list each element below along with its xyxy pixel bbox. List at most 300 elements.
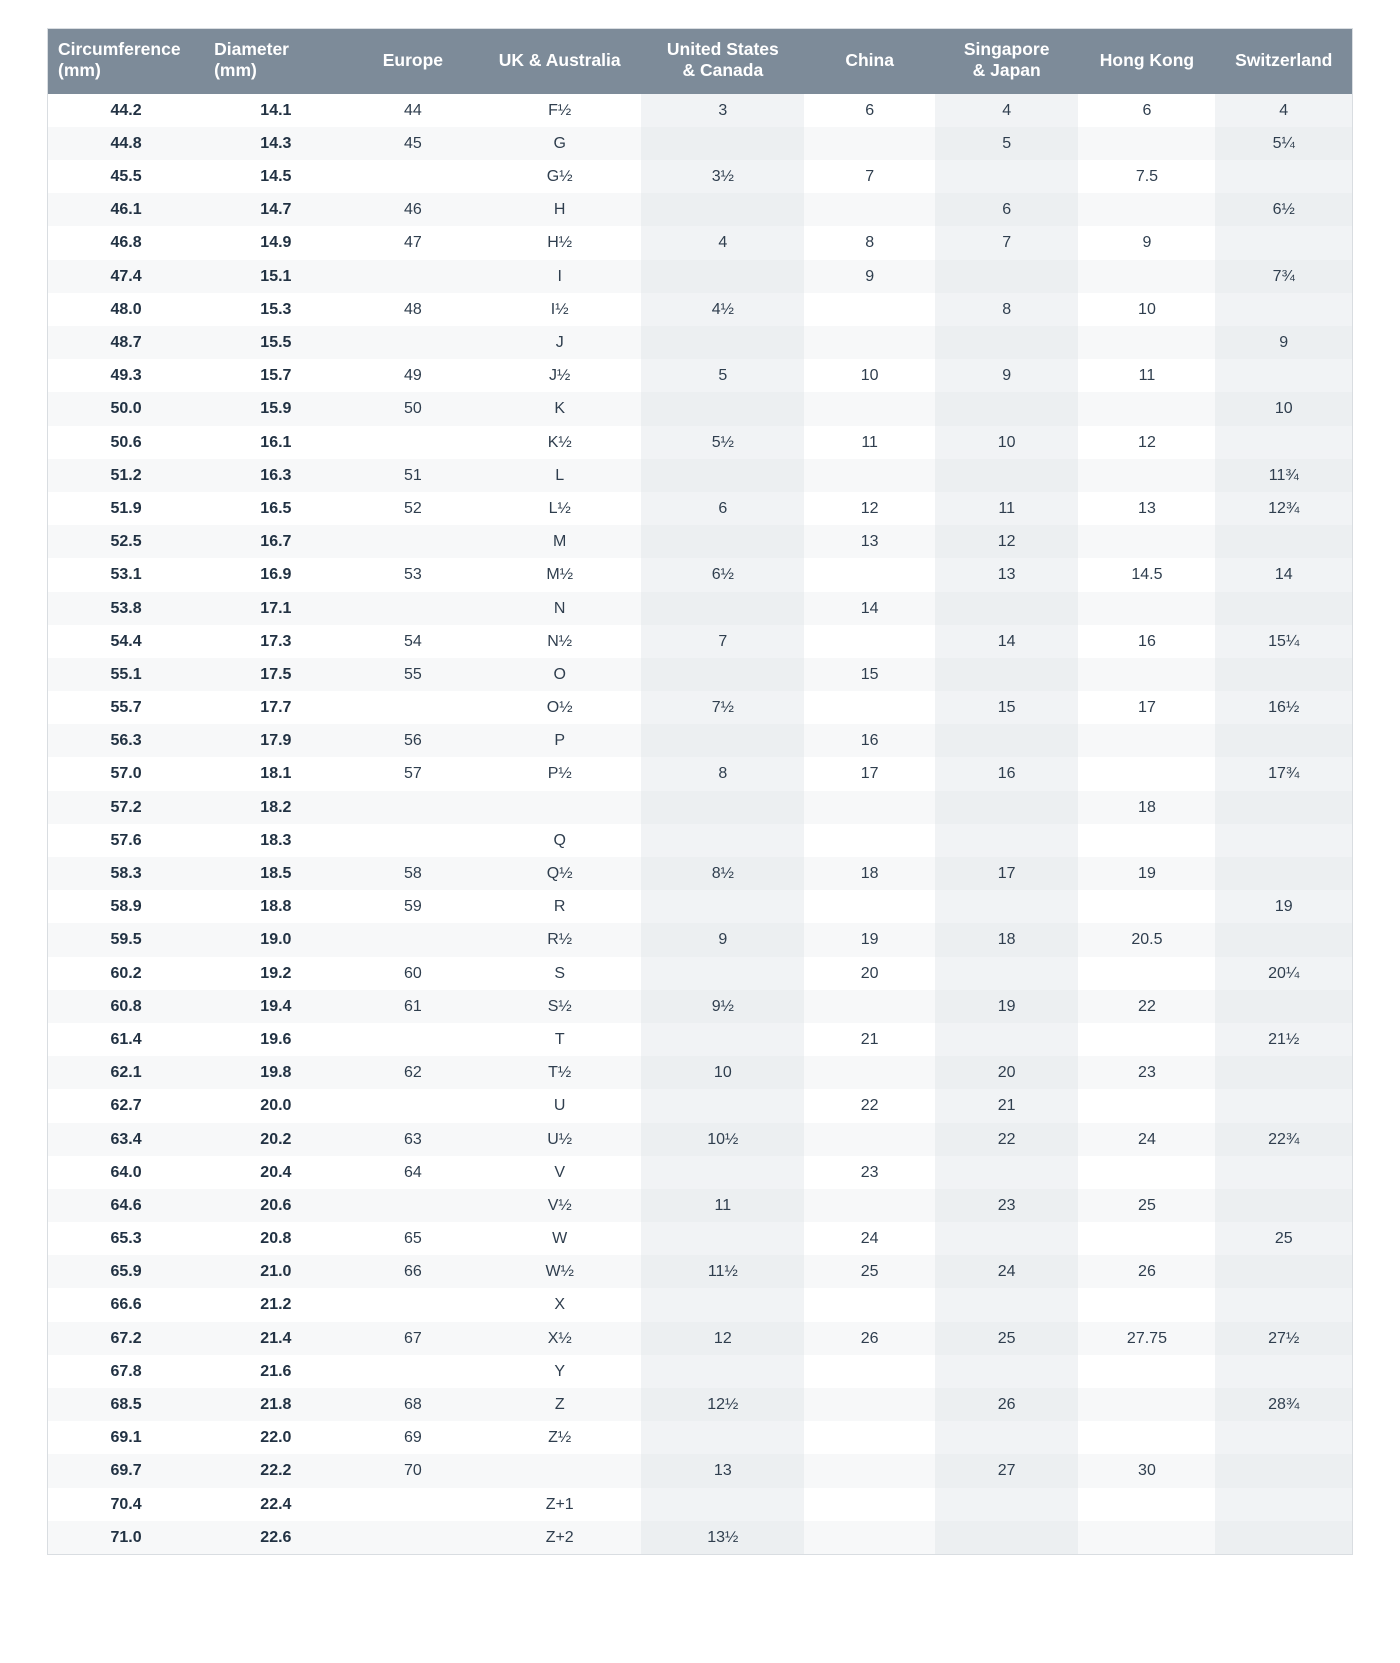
table-cell (804, 1056, 935, 1089)
table-cell: 21.8 (204, 1388, 348, 1421)
table-cell (641, 724, 804, 757)
table-cell: 5¼ (1215, 127, 1352, 160)
table-row (48, 226, 1353, 259)
table-cell (804, 392, 935, 425)
table-row (48, 757, 1353, 790)
table-cell: 27 (935, 1454, 1079, 1487)
header-line-2: (mm) (58, 60, 101, 81)
table-cell: Z½ (548, 1429, 572, 1447)
table-cell: 20.0 (260, 1097, 292, 1115)
table-cell (1078, 1488, 1215, 1521)
table-cell (641, 1023, 804, 1056)
table-cell (348, 1488, 479, 1521)
table-cell: 63.4 (48, 1123, 205, 1156)
table-cell: 13 (641, 1454, 804, 1487)
table-cell (1078, 1156, 1215, 1189)
table-cell: 67.2 (48, 1322, 205, 1355)
table-cell: 68 (348, 1388, 479, 1421)
table-cell (935, 592, 1079, 625)
table-cell (1078, 127, 1215, 160)
table-row (48, 392, 1353, 425)
table-cell: R (553, 898, 566, 916)
table-cell (348, 791, 479, 824)
table-cell: 13 (1138, 499, 1156, 517)
table-cell (1215, 1089, 1352, 1122)
table-cell: 17 (935, 857, 1079, 890)
table-cell: R½ (478, 923, 641, 956)
table-cell (804, 990, 935, 1023)
table-cell: 17.9 (204, 724, 348, 757)
table-cell (641, 127, 804, 160)
table-cell: 55.7 (110, 699, 142, 717)
table-cell (1078, 824, 1215, 857)
table-cell (1215, 824, 1352, 857)
table-row (48, 1322, 1353, 1355)
table-cell: 7.5 (1135, 168, 1159, 186)
table-cell: Q½ (478, 857, 641, 890)
table-cell: G½ (546, 168, 573, 186)
header-line-1: Diameter (214, 39, 289, 59)
table-cell: 6½ (641, 558, 804, 591)
table-cell: 17 (1138, 699, 1156, 717)
table-row (48, 260, 1353, 293)
table-cell: 22.6 (204, 1521, 348, 1555)
table-cell: 67.8 (110, 1362, 142, 1380)
table-cell (1078, 1288, 1215, 1321)
table-cell: 44 (403, 101, 422, 119)
table-cell: L½ (548, 499, 571, 517)
table-cell: 12 (860, 499, 879, 517)
table-cell: 15.9 (204, 392, 348, 425)
table-cell (641, 1355, 804, 1388)
table-cell (348, 592, 479, 625)
table-row (48, 658, 1353, 691)
table-cell: 20.4 (260, 1163, 292, 1181)
table-row (48, 592, 1353, 625)
table-row (48, 1255, 1353, 1288)
table-row (48, 923, 1353, 956)
table-cell (804, 691, 935, 724)
table-cell: 57 (403, 765, 422, 783)
table-cell (641, 1488, 804, 1521)
table-cell: 47 (403, 234, 422, 252)
table-cell: 25 (804, 1255, 935, 1288)
table-cell (641, 1222, 804, 1255)
table-row (48, 359, 1353, 392)
table-cell (804, 625, 935, 658)
table-cell: 14.5 (260, 168, 292, 186)
table-cell (1215, 658, 1352, 691)
table-cell (348, 824, 479, 857)
table-cell: 18 (1078, 791, 1215, 824)
table-cell: T½ (478, 1056, 641, 1089)
table-cell: 68.5 (48, 1388, 205, 1421)
table-cell (1215, 923, 1352, 956)
table-cell: 48.7 (48, 326, 205, 359)
table-cell: 11 (1138, 367, 1156, 385)
table-cell: 7½ (641, 691, 804, 724)
table-cell: S (554, 964, 566, 982)
table-cell: Z+1 (545, 1495, 574, 1513)
header-line-1: Singapore (963, 39, 1050, 59)
table-cell: 70 (348, 1454, 479, 1487)
table-cell: 52 (403, 499, 422, 517)
table-cell (804, 1388, 935, 1421)
table-cell: H (478, 193, 641, 226)
table-row (48, 326, 1353, 359)
table-cell: 11 (641, 1189, 804, 1222)
column-header-uk-australia (478, 29, 641, 94)
table-cell: 19 (1215, 890, 1352, 923)
table-cell (804, 193, 935, 226)
table-cell (804, 791, 935, 824)
table-cell: 8 (641, 757, 804, 790)
table-cell (935, 824, 1079, 857)
table-cell: 9 (641, 923, 804, 956)
table-row (48, 426, 1353, 459)
table-cell: 18.5 (204, 857, 348, 890)
table-cell: N½ (547, 632, 573, 650)
table-cell: 23 (860, 1163, 879, 1181)
table-cell: 14.5 (1131, 566, 1163, 584)
table-cell (935, 1156, 1079, 1189)
table-cell: 18 (935, 923, 1079, 956)
table-cell (348, 691, 479, 724)
table-cell: 19.0 (204, 923, 348, 956)
table-cell: 46.8 (110, 234, 142, 252)
table-cell: 67 (348, 1322, 479, 1355)
table-cell (1078, 1521, 1215, 1555)
table-cell: 17 (860, 765, 879, 783)
table-cell (641, 260, 804, 293)
table-row (48, 1521, 1353, 1555)
table-cell: 18.1 (260, 765, 292, 783)
table-cell: 16.1 (260, 433, 292, 451)
table-cell (348, 1288, 479, 1321)
table-header (48, 29, 1353, 94)
table-cell (1078, 724, 1215, 757)
table-cell: 11¾ (1215, 459, 1352, 492)
table-cell: 8 (865, 234, 875, 252)
table-cell: H½ (547, 234, 573, 252)
table-cell (935, 1023, 1079, 1056)
column-header-hong-kong (1078, 29, 1215, 94)
table-cell: 25 (1078, 1189, 1215, 1222)
table-cell: 20.8 (260, 1230, 292, 1248)
table-cell (1078, 1355, 1215, 1388)
table-cell: 10 (641, 1056, 804, 1089)
table-cell: 54 (403, 632, 422, 650)
table-row (48, 558, 1353, 591)
table-cell: 13 (804, 525, 935, 558)
header-line-1: Switzerland (1235, 49, 1333, 70)
table-cell: 11 (861, 433, 878, 451)
table-cell (641, 525, 804, 558)
table-cell (641, 592, 804, 625)
table-cell: 49.3 (110, 367, 142, 385)
table-cell (935, 890, 1079, 923)
table-cell: L (478, 459, 641, 492)
column-header-switzerland (1215, 29, 1352, 94)
table-cell: 65.3 (110, 1230, 142, 1248)
table-cell: 62.1 (48, 1056, 205, 1089)
table-cell: 17.3 (260, 632, 292, 650)
header-line-1: China (845, 49, 894, 70)
table-cell (641, 1089, 804, 1122)
table-cell (935, 791, 1079, 824)
table-cell: 8½ (641, 857, 804, 890)
table-cell: Z (478, 1388, 641, 1421)
table-cell: 69.7 (48, 1454, 205, 1487)
table-cell (478, 1454, 641, 1487)
table-cell: 6½ (1215, 193, 1352, 226)
table-cell: 4 (1215, 94, 1352, 127)
table-cell: 22.2 (204, 1454, 348, 1487)
table-cell: 9 (1142, 234, 1152, 252)
table-cell (1215, 1189, 1352, 1222)
table-cell (1215, 426, 1352, 459)
table-row (48, 1089, 1353, 1122)
table-cell: 6 (1142, 101, 1152, 119)
table-cell: 19 (1078, 857, 1215, 890)
table-cell: 22 (860, 1097, 879, 1115)
table-cell: 57.6 (110, 831, 142, 849)
table-cell: 17.5 (204, 658, 348, 691)
table-cell: 19.6 (260, 1030, 292, 1048)
table-row (48, 1222, 1353, 1255)
table-cell: 20.5 (1078, 923, 1215, 956)
table-cell: 22.4 (260, 1495, 292, 1513)
table-cell: 10 (1138, 300, 1156, 318)
table-cell: 24 (860, 1230, 879, 1248)
table-row (48, 625, 1353, 658)
table-cell (641, 658, 804, 691)
table-cell: M½ (546, 566, 574, 584)
table-cell: 51.2 (48, 459, 205, 492)
table-row (48, 127, 1353, 160)
table-cell: 47.4 (48, 260, 205, 293)
table-cell: 58.9 (110, 898, 142, 916)
table-cell: 16½ (1215, 691, 1352, 724)
table-cell: 4½ (641, 293, 804, 326)
table-row (48, 1123, 1353, 1156)
table-cell: 19 (935, 990, 1079, 1023)
table-cell: 63 (348, 1123, 479, 1156)
table-row (48, 1355, 1353, 1388)
table-cell: K½ (547, 433, 572, 451)
table-cell: 10½ (641, 1123, 804, 1156)
table-row (48, 857, 1353, 890)
table-cell: 69.1 (110, 1429, 142, 1447)
table-cell: 44.2 (110, 101, 142, 119)
table-cell: P (478, 724, 641, 757)
table-cell: 57.2 (48, 791, 205, 824)
table-cell: 53 (403, 566, 422, 584)
table-cell: 4 (935, 94, 1079, 127)
header-line-2: & Japan (972, 60, 1041, 81)
table-cell (935, 459, 1079, 492)
table-cell: 48.0 (110, 300, 142, 318)
table-cell (478, 791, 641, 824)
table-cell: 45 (348, 127, 479, 160)
table-row (48, 1056, 1353, 1089)
table-cell: 69 (403, 1429, 422, 1447)
table-cell (1078, 1089, 1215, 1122)
table-cell (804, 326, 935, 359)
table-cell: 22¾ (1215, 1123, 1352, 1156)
table-cell: 25 (1215, 1222, 1352, 1255)
table-cell (1078, 957, 1215, 990)
table-cell: 9 (935, 359, 1079, 392)
table-row (48, 459, 1353, 492)
table-cell: 18 (804, 857, 935, 890)
table-cell (804, 293, 935, 326)
table-cell: 26 (935, 1388, 1079, 1421)
table-cell (1215, 226, 1352, 259)
table-row (48, 1388, 1353, 1421)
table-cell (935, 957, 1079, 990)
table-cell: 24 (1078, 1123, 1215, 1156)
table-row (48, 1156, 1353, 1189)
table-cell: 15 (935, 691, 1079, 724)
table-cell: 22 (1078, 990, 1215, 1023)
table-row (48, 293, 1353, 326)
table-cell: 48 (403, 300, 422, 318)
table-cell (1078, 193, 1215, 226)
table-cell (348, 525, 479, 558)
table-cell: 18.2 (204, 791, 348, 824)
table-cell: 51 (348, 459, 479, 492)
table-cell: 15 (804, 658, 935, 691)
table-cell: 16 (935, 757, 1079, 790)
table-cell (1215, 1521, 1352, 1555)
table-cell: 6 (865, 101, 875, 119)
table-cell: 45.5 (110, 168, 142, 186)
table-cell: 24 (935, 1255, 1079, 1288)
table-cell: 18.3 (260, 831, 292, 849)
table-cell (804, 1189, 935, 1222)
table-cell (1215, 525, 1352, 558)
table-cell: 3½ (641, 160, 804, 193)
table-cell (804, 1521, 935, 1555)
table-cell: 13 (935, 558, 1079, 591)
table-cell: 10 (860, 367, 879, 385)
table-cell (935, 1222, 1079, 1255)
table-cell: Q (553, 831, 566, 849)
column-header-china (804, 29, 935, 94)
header-line-2: (mm) (214, 60, 257, 81)
table-cell: 7 (865, 168, 875, 186)
table-cell (804, 890, 935, 923)
table-cell: 62 (348, 1056, 479, 1089)
table-row (48, 1288, 1353, 1321)
table-cell: 55 (348, 658, 479, 691)
table-cell: 66.6 (110, 1296, 142, 1314)
table-cell (1215, 724, 1352, 757)
table-cell: 23 (1078, 1056, 1215, 1089)
table-row (48, 1189, 1353, 1222)
table-cell: O (478, 658, 641, 691)
table-cell (641, 1421, 804, 1454)
table-cell (1215, 791, 1352, 824)
table-cell (1078, 392, 1215, 425)
table-body (48, 94, 1353, 1555)
table-cell (1215, 1355, 1352, 1388)
table-cell: 50.0 (48, 392, 205, 425)
table-cell (1078, 592, 1215, 625)
table-cell (935, 658, 1079, 691)
table-cell: 12 (935, 525, 1079, 558)
table-cell: 61 (348, 990, 479, 1023)
table-cell: U (553, 1097, 566, 1115)
table-cell: 4 (641, 226, 804, 259)
table-cell (935, 326, 1079, 359)
table-cell: 46.1 (48, 193, 205, 226)
table-cell: 49 (403, 367, 422, 385)
table-cell (348, 923, 479, 956)
table-cell: 50.6 (110, 433, 142, 451)
table-cell: 55.1 (48, 658, 205, 691)
table-cell (1215, 160, 1352, 193)
table-cell (935, 260, 1079, 293)
table-cell: 56.3 (48, 724, 205, 757)
column-header-circumference (48, 29, 205, 94)
table-cell (348, 260, 479, 293)
header-line-1: Europe (382, 49, 444, 70)
table-cell (804, 1123, 935, 1156)
table-cell: 56 (348, 724, 479, 757)
table-cell: 12 (1138, 433, 1156, 451)
table-cell: I (478, 260, 641, 293)
table-cell: 28¾ (1215, 1388, 1352, 1421)
table-cell: 21½ (1215, 1023, 1352, 1056)
table-row (48, 94, 1353, 127)
table-cell: 16.7 (204, 525, 348, 558)
table-cell: 22 (935, 1123, 1079, 1156)
table-cell (1078, 1023, 1215, 1056)
table-cell: 53.1 (110, 566, 142, 584)
table-cell (935, 160, 1079, 193)
table-cell: 70.4 (110, 1495, 142, 1513)
table-row (48, 890, 1353, 923)
table-cell (641, 193, 804, 226)
table-cell (348, 1521, 479, 1555)
table-row (48, 1421, 1353, 1454)
table-cell: 19 (804, 923, 935, 956)
table-cell: 58.3 (48, 857, 205, 890)
header-line-1: Hong Kong (1099, 49, 1195, 70)
table-cell: 19.4 (204, 990, 348, 1023)
table-cell (1078, 525, 1215, 558)
table-cell: F½ (548, 101, 572, 119)
header-line-1: United States (666, 39, 779, 59)
table-row (48, 525, 1353, 558)
table-cell: 9 (1215, 326, 1352, 359)
table-cell (1215, 1056, 1352, 1089)
table-cell: 14 (1215, 558, 1352, 591)
table-row (48, 990, 1353, 1023)
table-cell: 15.7 (260, 367, 292, 385)
table-cell: 64.0 (110, 1163, 142, 1181)
table-cell: 20 (860, 964, 879, 982)
column-header-united-states-canada (641, 29, 804, 94)
table-cell (1078, 459, 1215, 492)
table-cell: V½ (478, 1189, 641, 1222)
table-cell: 16.5 (260, 499, 292, 517)
table-cell: 51.9 (110, 499, 142, 517)
table-cell (1215, 1454, 1352, 1487)
table-cell (804, 459, 935, 492)
